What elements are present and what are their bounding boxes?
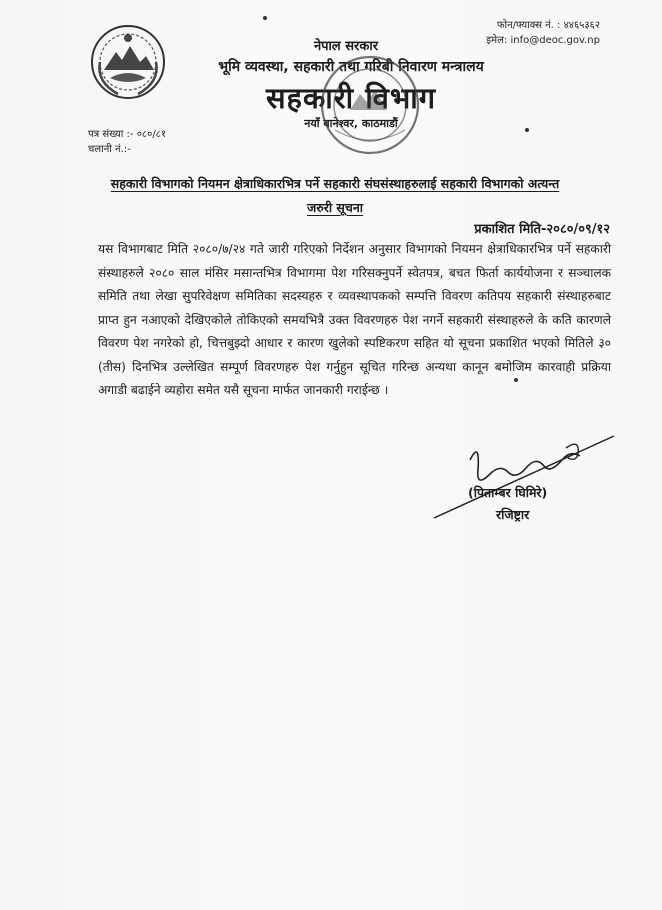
letter-number: पत्र संख्या :- ०८०/८१ bbox=[88, 129, 167, 140]
official-stamp-icon bbox=[315, 50, 425, 160]
ministry-name: भूमि व्यवस्था, सहकारी तथा गरिबी निवारण मन्त्रालय bbox=[218, 59, 484, 75]
signatory-designation: रजिष्ट्रार bbox=[496, 507, 530, 522]
dispatch-number: चलानी नं.:- bbox=[88, 144, 131, 155]
phone-fax-number: फोन/फ्याक्स नं. : ४४६५३६२ bbox=[496, 20, 600, 31]
department-name: सहकारी विभाग bbox=[265, 81, 437, 115]
notice-subject: सहकारी विभागको नियमन क्षेत्राधिकारभित्र पर्ने सहकारी संघसंस्थाहरुलाई सहकारी विभागको अत्यन्त जरुरी सूचना bbox=[110, 176, 560, 215]
speck-mark bbox=[525, 128, 529, 132]
email-address: इमेल: info@deoc.gov.np bbox=[486, 35, 600, 46]
speck-mark bbox=[514, 378, 518, 382]
signatory-name: (पिताम्बर घिमिरे) bbox=[468, 485, 548, 500]
speck-mark bbox=[263, 16, 267, 20]
notice-body: यस विभागबाट मिति २०८०/७/२४ गते जारी गरिएको निर्देशन अनुसार विभागको नियमन क्षेत्राधिकारभित्र पर्ने सहकारी संस्थाहरुले २०८० साल मंसिर मसान्तभित्र विभागमा पेश गरिसक्नुपर्ने स्वेतपत्र, बचत फिर्ता कार्ययोजना र सञ्चालक समिति तथा लेखा सुपरिवेक्षण समितिका सदस्यहरु र व्यवस्थापकको सम्पत्ति विवरण कतिपय सहकारी संस्थाहरुबाट प्राप्त हुन नआएको देखिएकोले तोकिएको समयभित्रै उक्त विवरणहरु पेश नगर्ने सहकारी संस्थाहरुले के कति कारणले विवरण पेश नगरेको हो, चित्तबुझ्दो आधार र कारण खुलेको स्पष्टिकरण सहित यो सूचना प्रकाशित भएको मितिले ३० (तीस) दिनभित्र उल्लेखित सम्पूर्ण विवरणहरु पेश गर्नुहुन सूचित गरिन्छ अन्यथा कानून बमोजिम कारवाही प्रक्रिया अगाडी बढाईने व्यहोरा समेत यसै सूचना मार्फत जानकारी गराईन्छ । bbox=[98, 242, 611, 397]
published-date: प्रकाशित मिति-२०८०/०९/१२ bbox=[474, 222, 610, 237]
government-name: नेपाल सरकार bbox=[313, 39, 379, 54]
department-address: नयाँ बानेश्वर, काठमाडौं bbox=[304, 117, 398, 130]
